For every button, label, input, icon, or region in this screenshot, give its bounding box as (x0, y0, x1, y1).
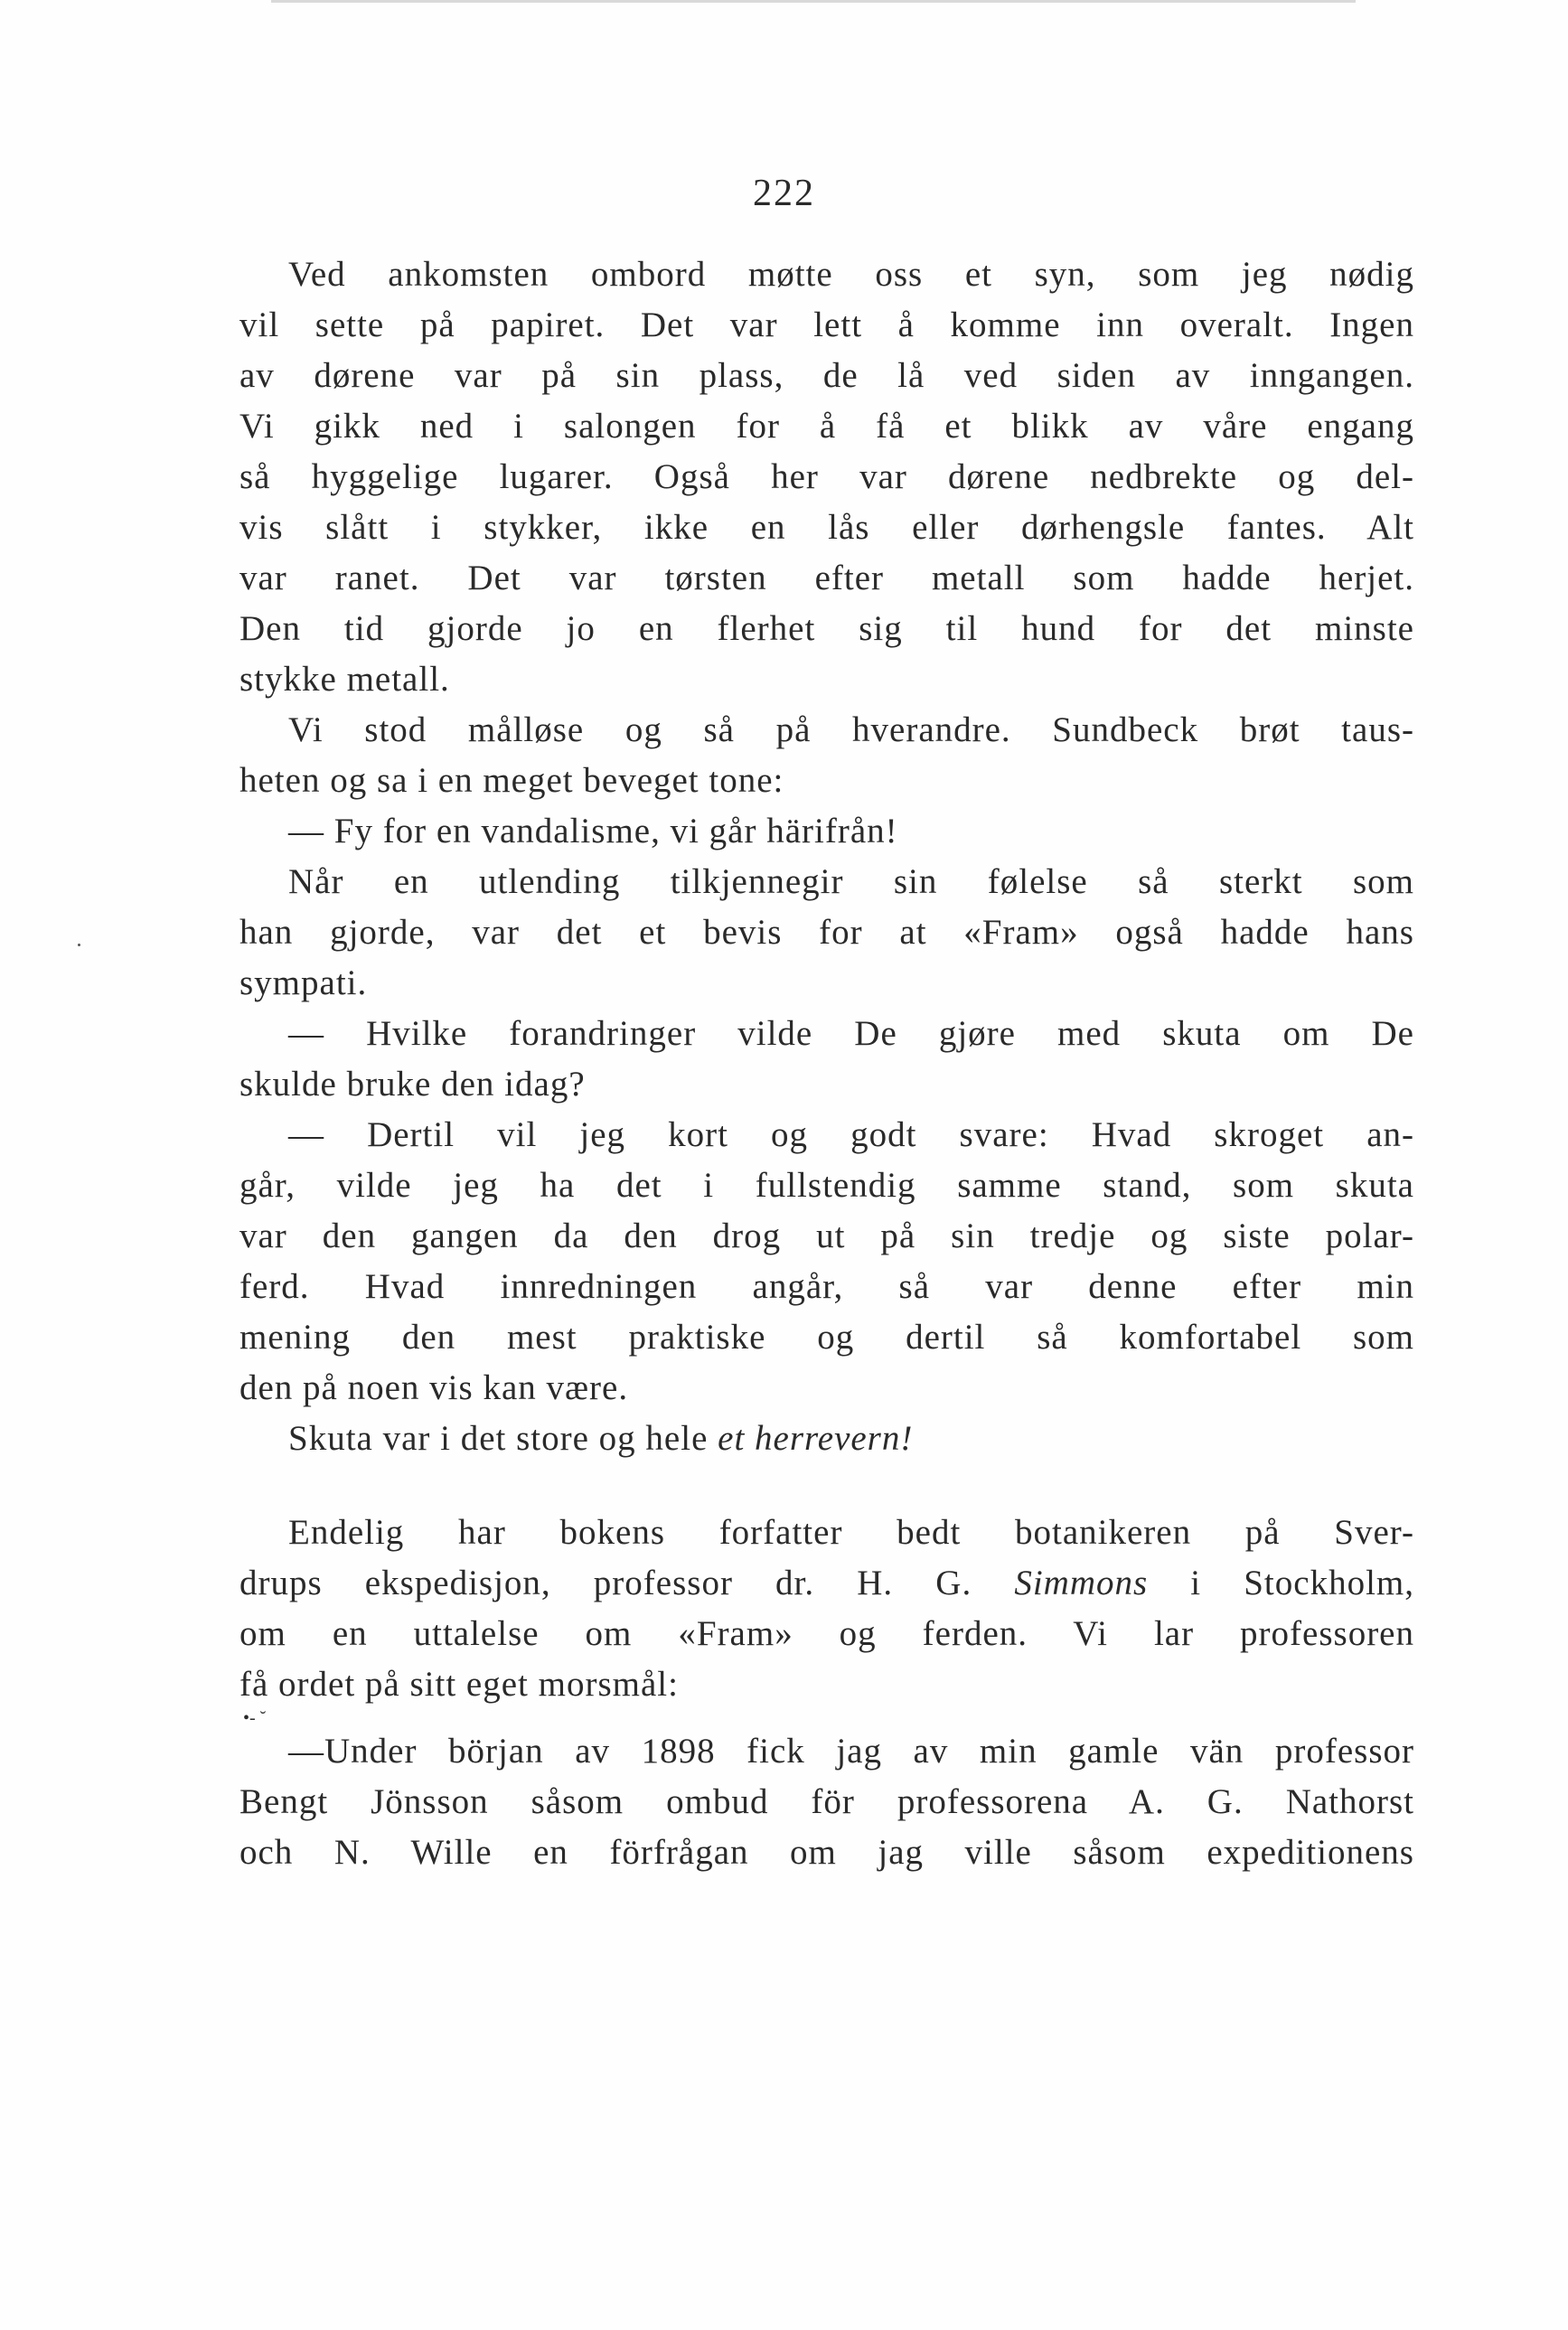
scan-edge (271, 0, 1356, 3)
text-line (239, 1009, 1414, 1059)
text-line (239, 351, 1414, 401)
text-segment: Endelig har bokens forfatter bedt botanikeren på Sver- (288, 1513, 1414, 1552)
italic-text: Simmons (1014, 1564, 1149, 1602)
text-line (239, 452, 1414, 503)
text-line (239, 1726, 1414, 1777)
text-segment: den på noen vis kan være. (239, 1368, 629, 1407)
text-segment: vis slått i stykker, ikke en lås eller dørhengsle fantes. Alt (239, 508, 1414, 547)
italic-text: et herrevern! (718, 1419, 914, 1458)
page-number: 222 (753, 173, 815, 214)
text-line (239, 1312, 1414, 1363)
text-segment: Når en utlending tilkjennegir sin følelse så sterkt som (288, 862, 1414, 901)
text-segment: och N. Wille en förfrågan om jag ville såsom expeditionens (239, 1833, 1414, 1872)
text-line (239, 1659, 1414, 1710)
text-line (239, 300, 1414, 351)
paragraph-gap (239, 1464, 1414, 1508)
text-segment: skulde bruke den idag? (239, 1065, 586, 1104)
text-line (239, 756, 1414, 806)
text-segment: så hyggelige lugarer. Også her var dørene nedbrekte og del- (239, 457, 1414, 496)
text-line (239, 401, 1414, 452)
text-segment: ferd. Hvad innredningen angår, så var denne efter min (239, 1267, 1414, 1306)
text-segment: var den gangen da den drog ut på sin tredje og siste polar- (239, 1217, 1414, 1255)
text-segment: om en uttalelse om «Fram» og ferden. Vi lar professoren (239, 1614, 1414, 1653)
text-line (239, 1363, 1414, 1414)
text-segment: heten og sa i en meget beveget tone: (239, 761, 784, 800)
text-line (239, 857, 1414, 907)
margin-speck (78, 944, 80, 946)
text-line (239, 503, 1414, 553)
text-segment: — Fy for en vandalisme, vi går härifrån! (288, 812, 898, 850)
text-segment: Den tid gjorde jo en flerhet sig til hund for det minste (239, 609, 1414, 648)
text-line (239, 1777, 1414, 1827)
text-line (239, 806, 1414, 857)
text-line (239, 249, 1414, 300)
text-line (239, 1160, 1414, 1211)
text-line (239, 1110, 1414, 1160)
text-segment: Ved ankomsten ombord møtte oss et syn, som jeg nødig (288, 255, 1414, 294)
text-line (239, 1262, 1414, 1312)
text-segment: av dørene var på sin plass, de lå ved siden av inngangen. (239, 356, 1414, 395)
text-line (239, 1609, 1414, 1659)
text-segment: Bengt Jönsson såsom ombud för professorena A. G. Nathorst (239, 1782, 1414, 1821)
text-line (239, 1059, 1414, 1110)
text-line (239, 1558, 1414, 1609)
text-line (239, 654, 1414, 705)
text-segment: stykke metall. (239, 660, 450, 699)
text-segment: drups ekspedisjon, professor dr. H. G. (239, 1564, 1015, 1602)
text-segment: — Dertil vil jeg kort og godt svare: Hvad skroget an- (288, 1115, 1414, 1154)
text-segment: —Under början av 1898 fick jag av min gamle vän professor (288, 1732, 1414, 1771)
text-segment: få ordet på sitt eget morsmål: (239, 1665, 679, 1704)
text-segment: vil sette på papiret. Det var lett å komme inn overalt. Ingen (239, 305, 1414, 344)
text-segment: var ranet. Det var tørsten efter metall som hadde herjet. (239, 559, 1414, 597)
text-line (239, 604, 1414, 654)
text-segment: sympati. (239, 963, 368, 1002)
text-line (239, 907, 1414, 958)
text-segment: Skuta var i det store og hele (288, 1419, 718, 1458)
text-line (239, 1827, 1414, 1878)
text-segment: — Hvilke forandringer vilde De gjøre med skuta om De (288, 1014, 1414, 1053)
text-line (239, 705, 1414, 756)
text-segment: går, vilde jeg ha det i fullstendig samme stand, som skuta (239, 1166, 1414, 1205)
text-line (239, 553, 1414, 604)
text-segment: Vi gikk ned i salongen for å få et blikk av våre engang (239, 407, 1414, 446)
text-line (239, 1414, 1414, 1464)
text-line (239, 958, 1414, 1009)
stray-mark: •- ˘ (243, 1708, 267, 1728)
text-line (239, 1508, 1414, 1558)
text-segment: han gjorde, var det et bevis for at «Fram» også hadde hans (239, 913, 1414, 952)
text-segment: Vi stod målløse og så på hverandre. Sundbeck brøt taus- (288, 710, 1414, 749)
text-segment: mening den mest praktiske og dertil så komfortabel som (239, 1318, 1414, 1357)
body-text (239, 249, 1414, 1878)
text-segment: i Stockholm, (1148, 1564, 1415, 1602)
text-line (239, 1211, 1414, 1262)
